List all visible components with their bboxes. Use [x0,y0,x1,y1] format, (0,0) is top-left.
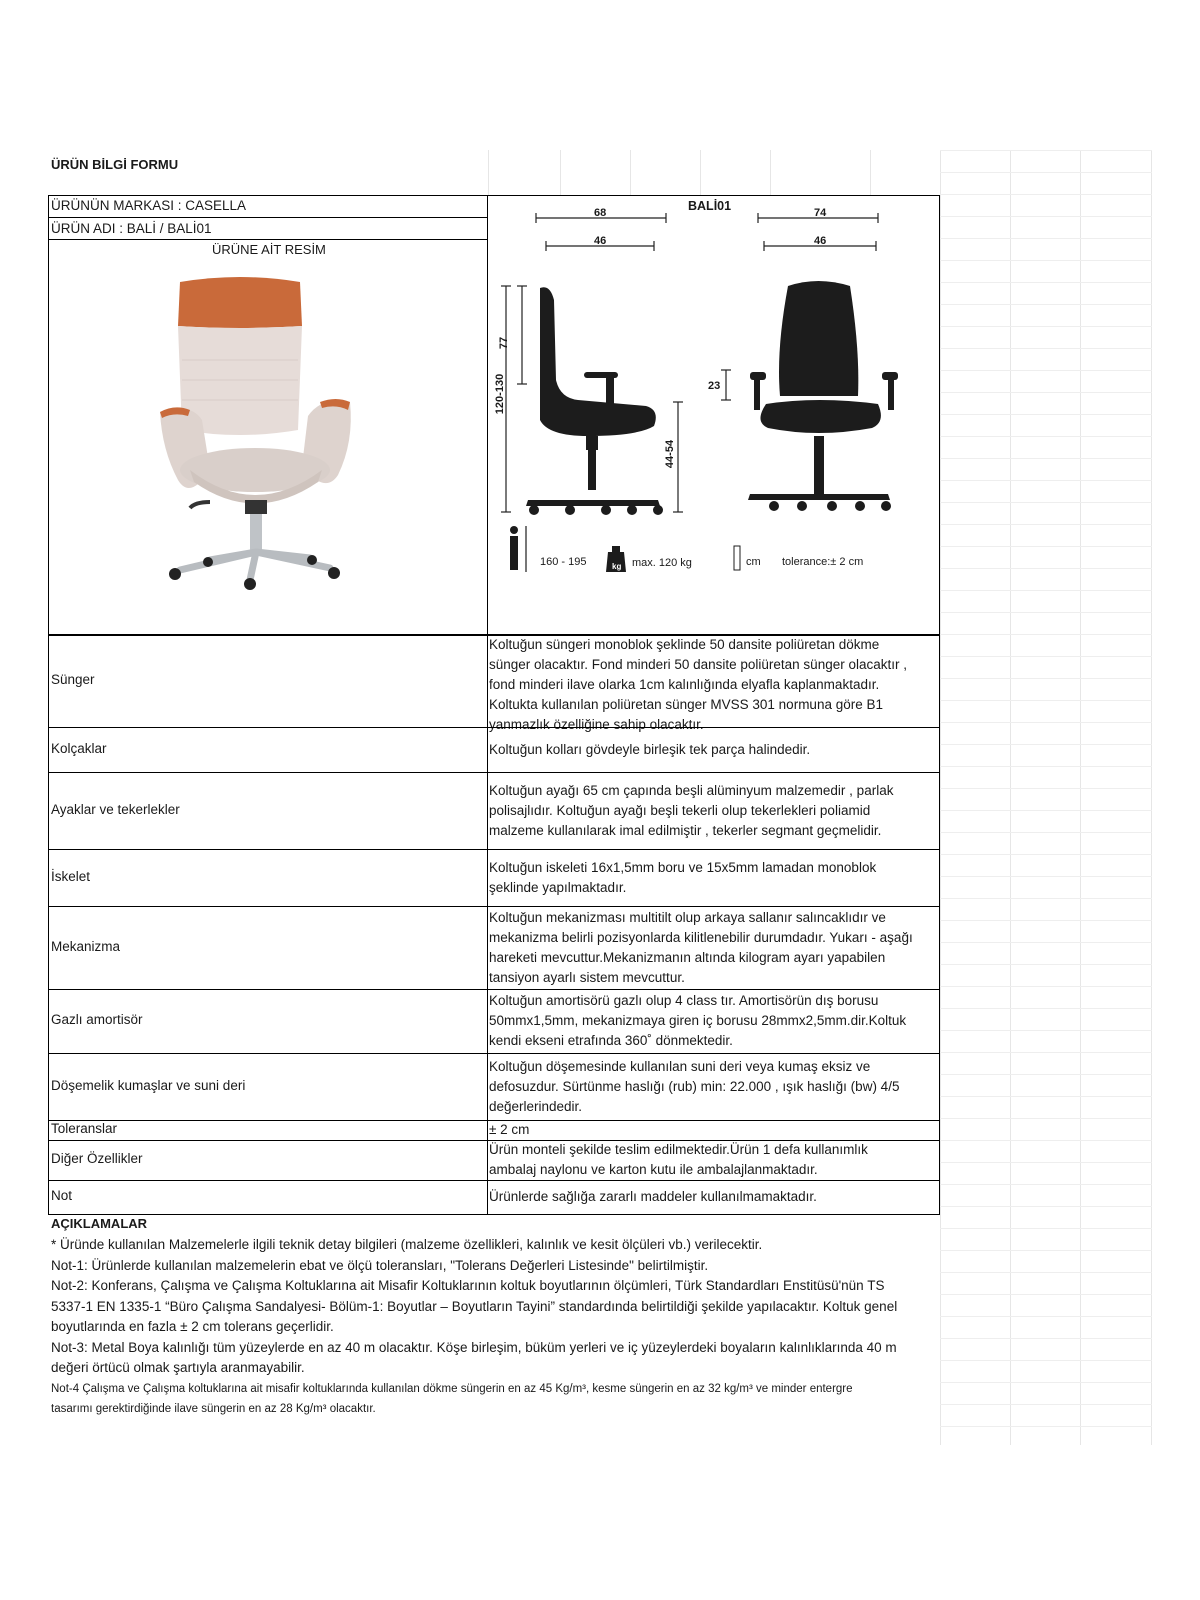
side-silhouette [540,287,656,436]
row-description-line: hareketi mevcuttur.Mekanizmanın altında kilogram ayarı yapabilen [489,949,886,965]
row-description-line: Koltuğun süngeri monoblok şeklinde 50 dansite poliüretan dökme [489,637,880,652]
form-title: ÜRÜN BİLGİ FORMU [51,157,179,172]
column-divider [487,906,488,989]
grid-line [940,502,1152,503]
grid-line [940,678,1152,679]
row-description-line: değerlerindedir. [489,1098,583,1114]
person-icon [510,526,518,534]
row-label: Diğer Özellikler [51,1151,143,1166]
grid-line [940,1316,1152,1317]
grid-line [940,216,1152,217]
row-label: Mekanizma [51,938,121,954]
grid-line [940,172,1152,173]
note-line: Not-4 Çalışma ve Çalışma koltuklarına ait misafir koltuklarında kullanılan dökme süngerin en az 45 Kg/m³, kesme süngerin en az 32 kg/m³ ve minder entergre [51,1382,853,1395]
front-silhouette [779,281,858,396]
grid-line [940,260,1152,261]
grid-line [940,832,1152,833]
product-name-line: ÜRÜN ADI : BALİ / BALİ01 [51,221,212,236]
row-description-line: ± 2 cm [489,1122,530,1137]
max-weight: max. 120 kg [632,557,692,569]
grid-line [940,942,1152,943]
dim-arm-height: 23 [708,380,721,392]
row-description-line: Ürünlerde sağlığa zararlı maddeler kullanılmamaktadır. [489,1189,817,1204]
grid-line [940,568,1152,569]
dim-total-height: 120-130 [494,373,506,415]
headrest [178,277,302,328]
image-caption: ÜRÜNE AİT RESİM [212,242,326,257]
grid-line [940,1052,1152,1053]
note-line: Not-3: Metal Boya kalınlığı tüm yüzeylerde en az 40 m olacaktır. Köşe birleşim, büküm yerleri ve iç yüzeylerdeki boyaların kalınlıklarında 40 m [51,1339,897,1355]
grid-line [940,1250,1152,1251]
dim-seat-height: 44-54 [664,439,677,469]
grid-line [940,436,1152,437]
note-line: boyutlarında en fazla ± 2 cm tolerans geçerlidir. [51,1319,334,1334]
brand-line: ÜRÜNÜN MARKASI : CASELLA [51,198,247,213]
grid-line [940,612,1152,613]
column-divider [487,849,488,906]
aluminium-base [180,552,330,580]
grid-line [940,1140,1152,1141]
row-label: Ayaklar ve tekerlekler [51,801,180,817]
gas-lift [250,514,262,552]
grid-line [940,1404,1152,1405]
grid-line [630,150,631,195]
grid-line [940,810,1152,811]
note-line: 5337-1 EN 1335-1 “Büro Çalışma Sandalyesi- Bölüm-1: Boyutlar – Boyutların Tayini” standardında belirtildiği şekilde yapılacaktır. Koltuk genel [51,1298,898,1314]
grid-line [940,150,1152,151]
grid-line [940,1008,1152,1009]
grid-line [940,414,1152,415]
divider [48,217,488,218]
notes-title: AÇIKLAMALAR [51,1216,148,1231]
row-description-line: mekanizma belirli pozisyonlarda kilitlenebilir durumdadır. Yukarı - aşağı [489,929,913,945]
grid-line [940,238,1152,239]
grid-line [940,1118,1152,1119]
grid-line [940,1206,1152,1207]
row-description-line: Koltuğun kolları gövdeyle birleşik tek parça halindedir. [489,741,811,757]
note-line: Not-2: Konferans, Çalışma ve Çalışma Koltuklarına ait Misafir Koltuklarının koltuk boyutlarının ölçümleri, Türk Standardları Enstitüsü'nün TS [51,1278,885,1293]
grid-line [940,480,1152,481]
grid-line [940,326,1152,327]
dim-side-top: 68 [594,207,607,219]
grid-line [940,304,1152,305]
dim-front-top: 74 [814,207,827,219]
column-divider [487,989,488,1053]
row-description-line: yanmazlık özelliğine sahip olacaktır. [489,717,704,732]
row-description-line: tansiyon ayarlı sistem mevcuttur. [489,969,685,985]
row-description-line: Koltukta kullanılan poliüretan sünger MVSS 301 normuna göre B1 [489,697,883,712]
row-description-line: Koltuğun döşemesinde kullanılan suni deri veya kumaş eksiz ve [489,1058,871,1074]
grid-line [940,1294,1152,1295]
grid-line [940,766,1152,767]
note-line: Not-1: Ürünlerde kullanılan malzemelerin ebat ve ölçü toleransları, "Tolerans Değerleri Listesinde" belirtilmiştir. [51,1257,709,1273]
grid-line [770,150,771,195]
row-description-line: malzeme kullanılarak imal edilmiştir , tekerler segmant geçmelidir. [489,822,882,838]
row-description-line: Ürün monteli şekilde teslim edilmektedir.Ürün 1 defa kullanımlık [489,1142,868,1157]
grid-line [940,876,1152,877]
grid-line [870,150,871,195]
row-label: Sünger [51,672,95,687]
grid-line [940,656,1152,657]
note-line: * Üründe kullanılan Malzemelerle ilgili teknik detay bilgileri (malzeme özellikleri, kalınlık ve kesit ölçüleri vb.) verilecektir. [51,1237,763,1252]
row-description-line: sünger olacaktır. Fond minderi 50 dansite poliüretan sünger olacaktır , [489,657,907,672]
person-range: 160 - 195 [540,556,587,568]
chair-photo [150,270,390,610]
grid-line [940,590,1152,591]
column-divider [487,1120,488,1140]
row-description-line: şeklinde yapılmaktadır. [489,879,627,895]
grid-line [940,1272,1152,1273]
grid-line [560,150,561,195]
row-description-line: Koltuğun mekanizması multitilt olup arkaya sallanır salıncaklıdır ve [489,909,886,925]
grid-line [940,964,1152,965]
grid-line [940,898,1152,899]
column-divider [487,635,488,727]
grid-line [940,700,1152,701]
row-label: İskelet [51,868,91,884]
grid-line [940,524,1152,525]
weight-icon-label: kg [612,562,622,571]
grid-line [940,1096,1152,1097]
grid-line [940,744,1152,745]
grid-line [940,854,1152,855]
row-description-line: Koltuğun iskeleti 16x1,5mm boru ve 15x5mm lamadan monoblok [489,859,877,875]
dim-front-seat: 46 [814,235,827,247]
column-divider [487,1053,488,1120]
grid-line [940,370,1152,371]
row-label: Gazlı amortisör [51,1012,143,1027]
grid-line [700,150,701,195]
row-description-line: Koltuğun amortisörü gazlı olup 4 class tır. Amortisörün dış borusu [489,993,879,1008]
grid-line [940,1228,1152,1229]
grid-line [940,1184,1152,1185]
grid-line [940,392,1152,393]
dim-back-height: 77 [498,336,511,350]
grid-line [940,788,1152,789]
row-description-line: ambalaj naylonu ve karton kutu ile ambalajlanmaktadır. [489,1162,818,1177]
row-description-line: Koltuğun ayağı 65 cm çapında beşli alüminyum malzemedir , parlak [489,782,894,798]
grid-line [940,348,1152,349]
grid-line [940,282,1152,283]
column-divider [487,1180,488,1214]
grid-line [940,1074,1152,1075]
row-description-line: defosuzdur. Sürtünme haslığı (rub) min: 22.000 , ışık haslığı (bw) 4/5 [489,1078,900,1094]
model-code: BALİ01 [688,199,732,213]
row-description-line: polisajlıdır. Koltuğun ayağı beşli tekerli olup tekerlekleri poliamid [489,802,871,818]
grid-line [940,1382,1152,1383]
grid-line [940,722,1152,723]
tolerance-label: tolerance:± 2 cm [782,556,864,568]
column-divider [487,1140,488,1180]
row-label: Döşemelik kumaşlar ve suni deri [51,1077,246,1093]
row-label: Kolçaklar [51,740,107,756]
grid-line [940,546,1152,547]
grid-line [940,458,1152,459]
grid-line [940,1426,1152,1427]
unit-label: cm [746,556,761,568]
row-description-line: fond minderi ilave olarka 1cm kalınlığında elyafla kaplanmaktadır. [489,677,880,692]
grid-line [940,986,1152,987]
grid-line [940,1360,1152,1361]
column-divider [487,772,488,849]
grid-line [940,920,1152,921]
grid-line [940,634,1152,635]
ruler-icon [734,546,740,570]
note-line: değeri örtücü olmak şartıyla aranmayabilir. [51,1360,305,1375]
grid-line [940,1162,1152,1163]
note-line: tasarımı gerektirdiğinde ilave süngerin en az 28 Kg/m³ olacaktır. [51,1403,376,1415]
grid-line [940,1338,1152,1339]
row-label: Not [51,1188,73,1203]
column-divider [487,727,488,772]
row-description-line: kendi ekseni etrafında 360˚ dönmektedir. [489,1033,733,1048]
grid-line [488,150,489,195]
grid-line [940,194,1152,195]
row-description-line: 50mmx1,5mm, mekanizmaya giren iç borusu 28mmx2,5mm.dir.Koltuk [489,1013,907,1028]
dim-side-seat: 46 [594,235,607,247]
row-label: Toleranslar [51,1121,118,1136]
grid-line [940,1030,1152,1031]
